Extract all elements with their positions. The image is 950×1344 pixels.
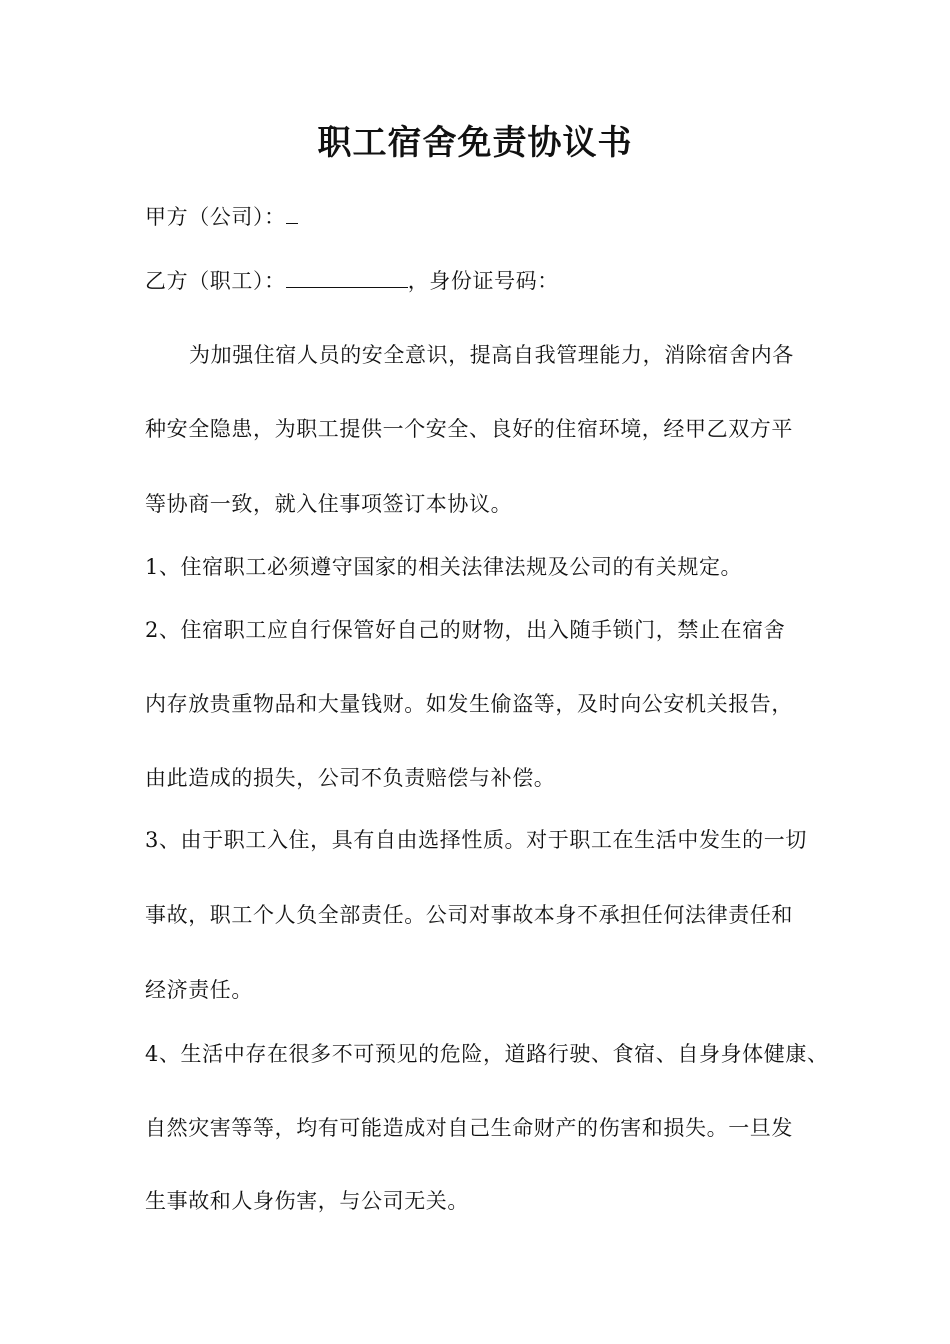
- party-a-label: 甲方（公司）：: [145, 205, 286, 229]
- party-b-id-label: ，身份证号码：: [407, 269, 559, 293]
- party-b-blank: [286, 269, 408, 288]
- clause-4-line-3: 生事故和人身伤害，与公司无关。: [145, 1189, 469, 1213]
- clause-4-line-2: 自然灾害等等，均有可能造成对自己生命财产的伤害和损失。一旦发: [145, 1116, 793, 1140]
- clause-3-line-3: 经济责任。: [145, 978, 253, 1002]
- party-b-line: [145, 266, 559, 296]
- clause-3-line-2: 事故，职工个人负全部责任。公司对事故本身不承担任何法律责任和: [145, 903, 793, 927]
- party-a-line: [145, 202, 298, 232]
- clause-2-line-1: 2、住宿职工应自行保管好自己的财物，出入随手锁门，禁止在宿舍: [145, 618, 786, 642]
- intro-line-1: 为加强住宿人员的安全意识，提高自我管理能力，消除宿舍内各: [189, 343, 794, 367]
- intro-line-2: 种安全隐患，为职工提供一个安全、良好的住宿环境，经甲乙双方平: [145, 417, 793, 441]
- clause-4-line-1: 4、生活中存在很多不可预见的危险，道路行驶、食宿、自身身体健康、: [145, 1042, 829, 1066]
- document-title: 职工宿舍免责协议书: [317, 123, 633, 163]
- party-a-blank: [286, 205, 298, 224]
- clause-2-line-3: 由此造成的损失，公司不负责赔偿与补偿。: [145, 766, 556, 790]
- party-b-label: 乙方（职工）：: [145, 269, 286, 293]
- intro-line-3: 等协商一致，就入住事项签订本协议。: [145, 492, 513, 516]
- clause-2-line-2: 内存放贵重物品和大量钱财。如发生偷盗等，及时向公安机关报告，: [145, 692, 793, 716]
- clause-3-line-1: 3、由于职工入住，具有自由选择性质。对于职工在生活中发生的一切: [145, 828, 807, 852]
- clause-1-line-1: 1、住宿职工必须遵守国家的相关法律法规及公司的有关规定。: [145, 555, 743, 579]
